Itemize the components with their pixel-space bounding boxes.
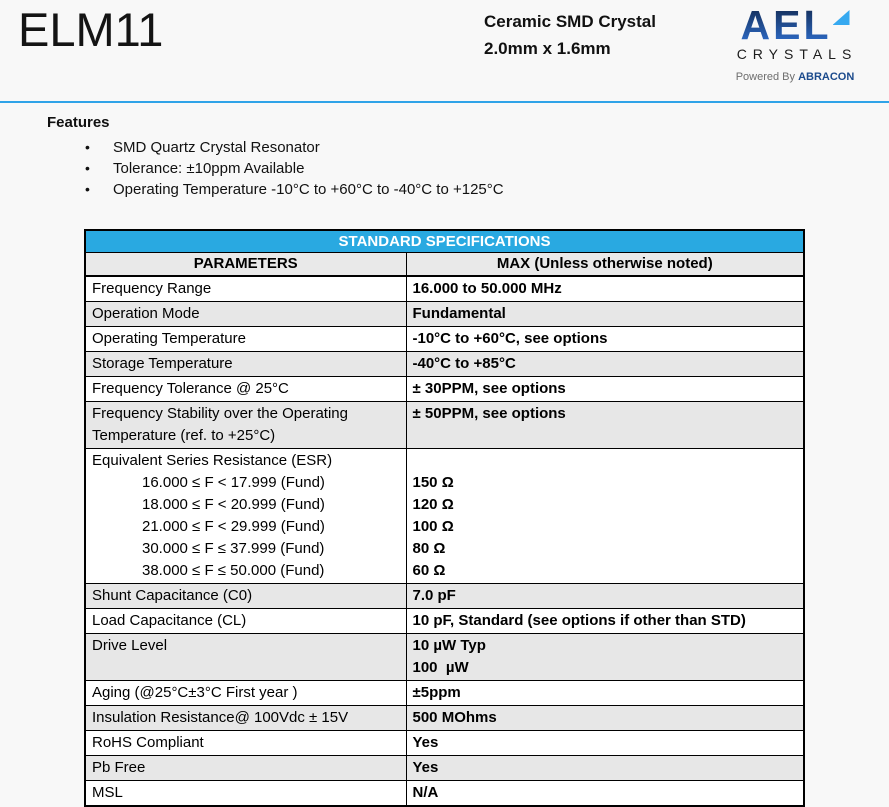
value-cell [406, 584, 804, 609]
features-heading: Features [47, 114, 110, 131]
parameter-text: Operating Temperature [92, 330, 246, 347]
parameter-cell [85, 681, 406, 706]
features-section [47, 114, 889, 200]
spec-table-header-row [85, 253, 804, 277]
ael-logo [715, 2, 875, 83]
parameter-text: 18.000 ≤ F < 20.999 (Fund) [142, 496, 325, 513]
features-list [47, 137, 889, 200]
parameter-cell [85, 352, 406, 377]
spec-table-body [85, 276, 804, 806]
parameter-text: Frequency Stability over the Operating [92, 405, 348, 422]
powered-by-line [715, 71, 875, 83]
value-text: 500 MOhms [412, 709, 497, 726]
parameter-text: MSL [92, 784, 123, 801]
value-text: 10 pF, Standard (see options if other than STD) [412, 612, 746, 629]
parameter-text: Shunt Capacitance (C0) [92, 587, 253, 604]
table-row [85, 756, 804, 781]
parameter-text: 16.000 ≤ F < 17.999 (Fund) [142, 474, 325, 491]
parameter-text: Drive Level [92, 637, 168, 654]
parameter-cell [85, 781, 406, 807]
parameter-text: 30.000 ≤ F ≤ 37.999 (Fund) [142, 540, 325, 557]
value-cell [406, 609, 804, 634]
abracon-brand: ABRACON [798, 71, 855, 83]
value-cell [406, 352, 804, 377]
parameter-cell [85, 449, 406, 584]
parameter-text: Frequency Range [92, 280, 212, 297]
col-header-max: MAX (Unless otherwise noted) [406, 253, 804, 277]
parameter-text: Load Capacitance (CL) [92, 612, 247, 629]
table-row [85, 706, 804, 731]
product-title-line2: 2.0mm x 1.6mm [484, 39, 611, 58]
table-row [85, 449, 804, 584]
value-text: 100 µW [412, 659, 469, 676]
table-row [85, 327, 804, 352]
parameter-text: Storage Temperature [92, 355, 233, 372]
value-text: 16.000 to 50.000 MHz [412, 280, 562, 297]
powered-by-label: Powered By [735, 71, 795, 83]
value-cell [406, 634, 804, 681]
header [0, 0, 889, 101]
table-row [85, 731, 804, 756]
value-text: 60 Ω [412, 562, 446, 579]
value-text: ± 30PPM, see options [412, 380, 566, 397]
parameter-text: Pb Free [92, 759, 146, 776]
table-row [85, 781, 804, 807]
value-text: 10 µW Typ [412, 637, 486, 654]
table-row [85, 302, 804, 327]
table-row [85, 276, 804, 302]
spec-table-title-row [85, 230, 804, 253]
parameter-cell [85, 731, 406, 756]
parameter-cell [85, 377, 406, 402]
value-text: -10°C to +60°C, see options [412, 330, 608, 347]
parameter-cell [85, 584, 406, 609]
spec-table-title: STANDARD SPECIFICATIONS [85, 230, 804, 253]
value-cell [406, 327, 804, 352]
header-divider [0, 101, 889, 103]
feature-item: • Tolerance: ±10ppm Available [85, 158, 889, 179]
value-text: -40°C to +85°C [412, 355, 516, 372]
ael-logo-text: AEL [740, 2, 832, 48]
table-row [85, 377, 804, 402]
value-cell [406, 706, 804, 731]
table-row [85, 634, 804, 681]
value-text: Yes [412, 759, 439, 776]
parameter-text: 21.000 ≤ F < 29.999 (Fund) [142, 518, 325, 535]
parameter-text: Insulation Resistance@ 100Vdc ± 15V [92, 709, 349, 726]
table-row [85, 402, 804, 449]
logo-triangle-icon [833, 10, 850, 25]
value-cell [406, 756, 804, 781]
product-title-line1: Ceramic SMD Crystal [484, 12, 656, 31]
value-cell [406, 377, 804, 402]
feature-item: • Operating Temperature -10°C to +60°C to -40°C to +125°C [85, 179, 889, 200]
value-cell [406, 302, 804, 327]
value-cell [406, 781, 804, 807]
value-text: 80 Ω [412, 540, 446, 557]
value-text: ±5ppm [412, 684, 461, 701]
ael-logo-wordmark [740, 2, 850, 48]
parameter-text: RoHS Compliant [92, 734, 204, 751]
value-text: N/A [412, 784, 439, 801]
spec-table [84, 229, 805, 807]
table-row [85, 584, 804, 609]
parameter-cell [85, 756, 406, 781]
parameter-text: Equivalent Series Resistance (ESR) [92, 452, 333, 469]
parameter-cell [85, 327, 406, 352]
parameter-text: Operation Mode [92, 305, 200, 322]
parameter-text: Temperature (ref. to +25°C) [92, 427, 276, 444]
value-text: 100 Ω [412, 518, 454, 535]
page-title: ELM11 [18, 3, 164, 56]
parameter-cell [85, 302, 406, 327]
value-text: 150 Ω [412, 474, 454, 491]
value-cell [406, 731, 804, 756]
table-row [85, 609, 804, 634]
col-header-parameters: PARAMETERS [85, 253, 406, 277]
parameter-cell [85, 634, 406, 681]
parameter-cell [85, 706, 406, 731]
parameter-cell [85, 402, 406, 449]
value-text: 7.0 pF [412, 587, 456, 604]
ael-logo-crystals: CRYSTALS [736, 46, 858, 62]
value-text: ± 50PPM, see options [412, 405, 566, 422]
value-cell [406, 681, 804, 706]
parameter-text: Frequency Tolerance @ 25°C [92, 380, 289, 397]
value-cell [406, 276, 804, 302]
table-row [85, 681, 804, 706]
parameter-text: 38.000 ≤ F ≤ 50.000 (Fund) [142, 562, 325, 579]
parameter-text: Aging (@25°C±3°C First year ) [92, 684, 298, 701]
value-text: 120 Ω [412, 496, 454, 513]
value-cell [406, 402, 804, 449]
parameter-cell [85, 276, 406, 302]
value-text [413, 450, 798, 472]
table-row [85, 352, 804, 377]
value-text: Yes [412, 734, 439, 751]
value-cell [406, 449, 804, 584]
value-text: Fundamental [412, 305, 506, 322]
parameter-cell [85, 609, 406, 634]
feature-item: • SMD Quartz Crystal Resonator [85, 137, 889, 158]
product-title [484, 8, 656, 62]
